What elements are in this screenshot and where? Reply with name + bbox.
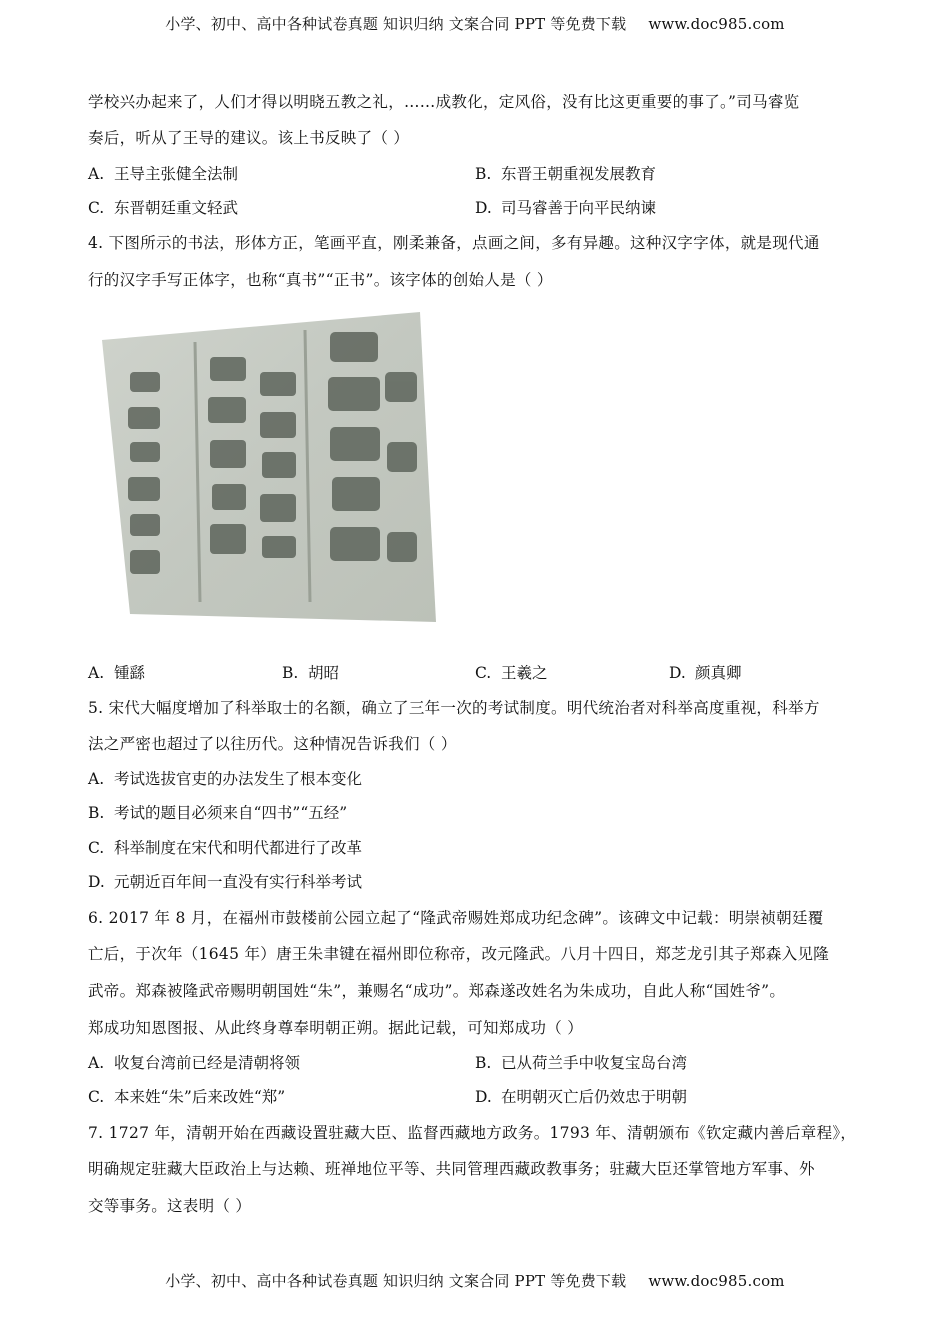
q4-option-b: B. 胡昭	[282, 664, 340, 682]
q5-option-c: C. 科举制度在宋代和明代都进行了改革	[88, 839, 363, 857]
q6-option-c: C. 本来姓“朱”后来改姓“郑”	[88, 1088, 286, 1106]
q7-line-3: 交等事务。这表明（ ）	[88, 1197, 252, 1215]
q7-line-1: 7. 1727 年，清朝开始在西藏设置驻藏大臣、监督西藏地方政务。1793 年、清朝颁布《钦定藏内善后章程》，	[88, 1124, 857, 1142]
q5-option-b: B. 考试的题目必须来自“四书”“五经”	[88, 804, 348, 822]
q5-line-2: 法之严密也超过了以往历代。这种情况告诉我们（ ）	[88, 735, 457, 753]
q3-line-2: 奏后，听从了王导的建议。该上书反映了（ ）	[88, 129, 410, 147]
q3-line-1: 学校兴办起来了，人们才得以明晓五教之礼，……成教化，定风俗，没有比这更重要的事了。”司马睿览	[88, 93, 800, 111]
q6-option-d: D. 在明朝灭亡后仍效忠于明朝	[475, 1088, 688, 1106]
page-footer	[0, 1270, 950, 1291]
q5-option-a: A. 考试选拔官吏的办法发生了根本变化	[88, 770, 363, 788]
q3-option-a: A. 王导主张健全法制	[88, 165, 239, 183]
q6-line-3: 武帝。郑森被隆武帝赐明朝国姓“朱”，兼赐名“成功”。郑森遂改姓名为朱成功，自此人称“国姓爷”。	[88, 982, 786, 1000]
q7-line-2: 明确规定驻藏大臣政治上与达赖、班禅地位平等、共同管理西藏政教事务；驻藏大臣还掌管地方军事、外	[88, 1160, 815, 1178]
q5-line-1: 5. 宋代大幅度增加了科举取士的名额，确立了三年一次的考试制度。明代统治者对科举高度重视，科举方	[88, 699, 820, 717]
q5-option-d: D. 元朝近百年间一直没有实行科举考试	[88, 873, 363, 891]
q3-option-c: C. 东晋朝廷重文轻武	[88, 199, 239, 217]
q4-line-2: 行的汉字手写正体字，也称“真书”“正书”。该字体的创始人是（ ）	[88, 271, 553, 289]
header-site-link[interactable]: www.doc985.com	[648, 15, 785, 33]
q6-line-2: 亡后，于次年（1645 年）唐王朱聿键在福州即位称帝，改元隆武。八月十四日，郑芝龙引其子郑森入见隆	[88, 945, 830, 963]
q6-option-a: A. 收复台湾前已经是清朝将领	[88, 1054, 301, 1072]
q6-option-b: B. 已从荷兰手中收复宝岛台湾	[475, 1054, 688, 1072]
footer-text: 小学、初中、高中各种试卷真题 知识归纳 文案合同 PPT 等免费下载	[165, 1272, 627, 1290]
header-text: 小学、初中、高中各种试卷真题 知识归纳 文案合同 PPT 等免费下载	[165, 15, 627, 33]
q4-option-c: C. 王羲之	[475, 664, 548, 682]
q3-option-b: B. 东晋王朝重视发展教育	[475, 165, 657, 183]
q4-option-a: A. 锺繇	[88, 664, 146, 682]
q4-line-1: 4. 下图所示的书法，形体方正，笔画平直，刚柔兼备，点画之间，多有异趣。这种汉字字体，就是现代通	[88, 234, 820, 252]
q3-option-d: D. 司马睿善于向平民纳谏	[475, 199, 657, 217]
q6-line-4: 郑成功知恩图报、从此终身尊奉明朝正朔。据此记载，可知郑成功（ ）	[88, 1019, 584, 1037]
footer-site-link[interactable]: www.doc985.com	[648, 1272, 785, 1290]
q4-option-d: D. 颜真卿	[669, 664, 742, 682]
calligraphy-photo	[100, 302, 437, 635]
q6-line-1: 6. 2017 年 8 月，在福州市鼓楼前公园立起了“隆武帝赐姓郑成功纪念碑”。该碑文中记载：明崇祯朝廷覆	[88, 909, 824, 927]
page-header	[0, 13, 950, 34]
